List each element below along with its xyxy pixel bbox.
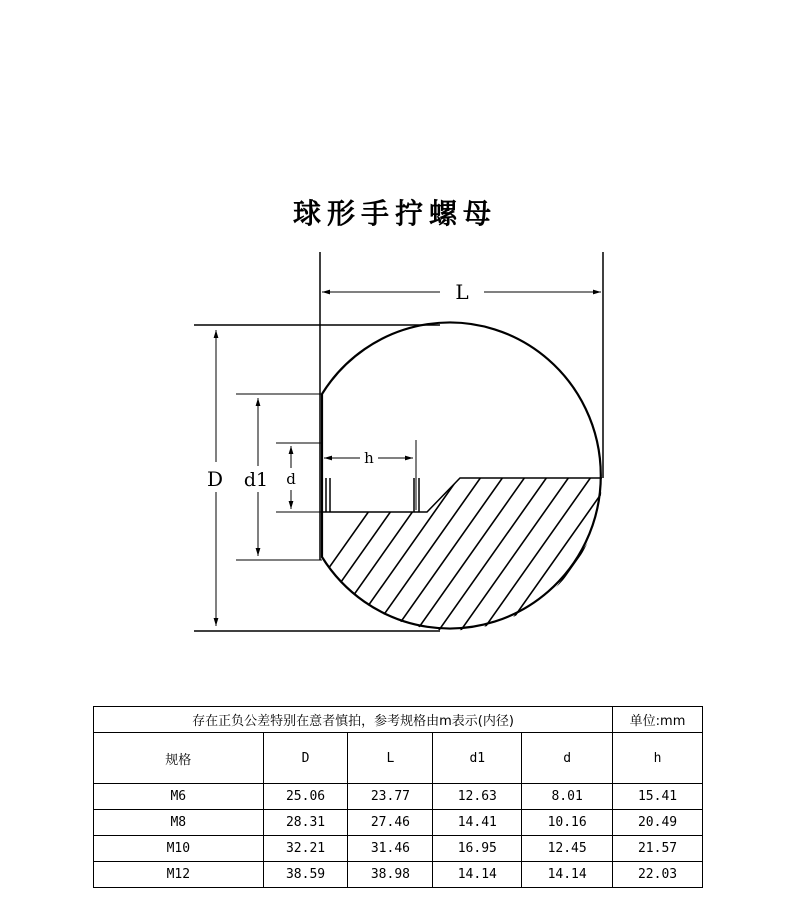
- cell-h: 21.57: [613, 836, 703, 862]
- cell-d1: 16.95: [433, 836, 522, 862]
- header-D: D: [263, 733, 348, 784]
- table-row: [94, 784, 703, 810]
- unit-label: 单位:mm: [613, 707, 703, 733]
- cell-spec: M12: [94, 862, 264, 888]
- header-d: d: [522, 733, 613, 784]
- ball-outline: [322, 323, 601, 629]
- label-h: h: [364, 449, 374, 467]
- cell-spec: M8: [94, 810, 264, 836]
- table-row: [94, 836, 703, 862]
- cell-L: 27.46: [348, 810, 433, 836]
- table-row: [94, 810, 703, 836]
- label-d: d: [286, 470, 296, 488]
- cell-d: 10.16: [522, 810, 613, 836]
- cell-d1: 12.63: [433, 784, 522, 810]
- spec-table: [93, 706, 703, 888]
- cell-D: 28.31: [263, 810, 348, 836]
- cell-L: 38.98: [348, 862, 433, 888]
- header-spec: 规格: [94, 733, 264, 784]
- cell-D: 32.21: [263, 836, 348, 862]
- cell-d1: 14.14: [433, 862, 522, 888]
- label-D: D: [206, 467, 224, 491]
- cell-L: 31.46: [348, 836, 433, 862]
- cell-d1: 14.41: [433, 810, 522, 836]
- cell-d: 12.45: [522, 836, 613, 862]
- cell-D: 38.59: [263, 862, 348, 888]
- cell-L: 23.77: [348, 784, 433, 810]
- cell-h: 20.49: [613, 810, 703, 836]
- bore-outline: [322, 478, 602, 512]
- header-d1: d1: [433, 733, 522, 784]
- header-h: h: [613, 733, 703, 784]
- cell-spec: M6: [94, 784, 264, 810]
- page-title: 球形手拧螺母: [292, 197, 497, 230]
- label-d1: d1: [243, 469, 269, 491]
- cell-h: 15.41: [613, 784, 703, 810]
- cell-h: 22.03: [613, 862, 703, 888]
- tolerance-note: 存在正负公差特别在意者慎拍，参考规格由m表示(内径): [94, 707, 613, 733]
- table-row: [94, 862, 703, 888]
- cell-D: 25.06: [263, 784, 348, 810]
- cell-d: 8.01: [522, 784, 613, 810]
- table-header-row: [94, 733, 703, 784]
- cell-d: 14.14: [522, 862, 613, 888]
- section-hatching: [278, 470, 684, 640]
- label-L: L: [455, 280, 469, 304]
- header-L: L: [348, 733, 433, 784]
- cell-spec: M10: [94, 836, 264, 862]
